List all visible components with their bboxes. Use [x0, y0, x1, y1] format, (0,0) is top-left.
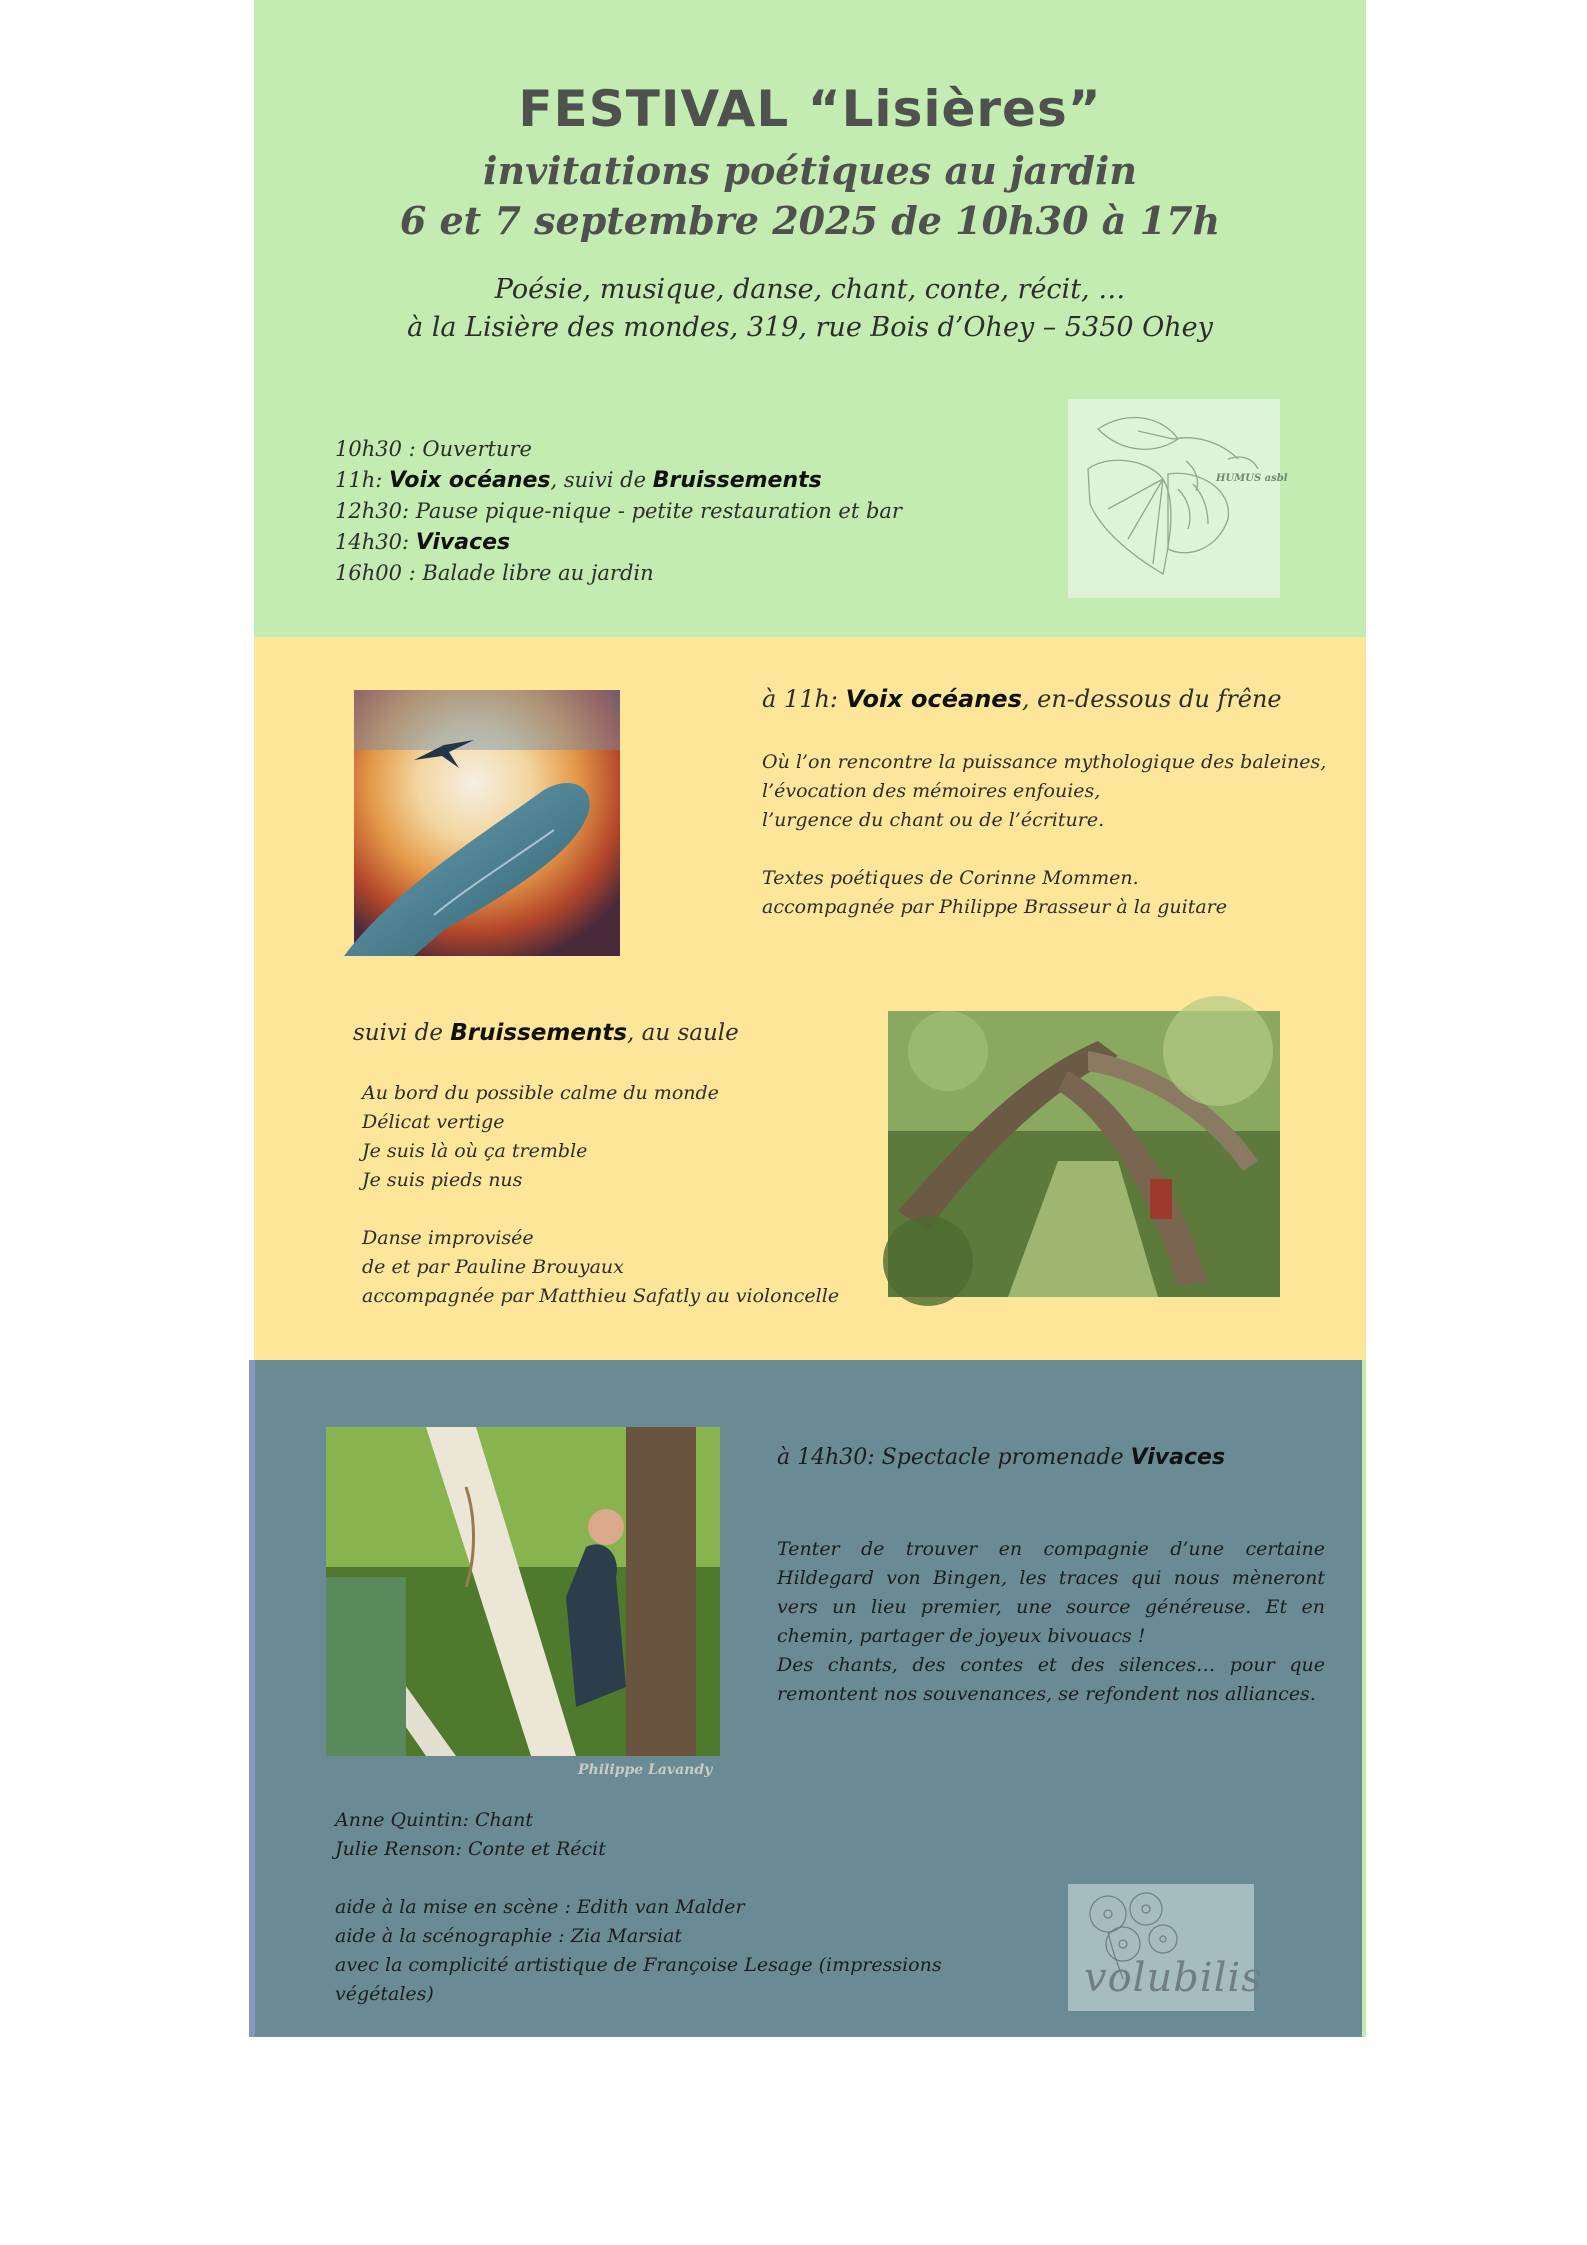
text-line: l’urgence du chant ou de l’écriture. — [762, 809, 1105, 831]
programme-item: 11h: Voix océanes, suivi de Bruissements — [335, 468, 822, 493]
programme-item: 16h00 : Balade libre au jardin — [335, 561, 654, 585]
text-line: Danse improvisée — [362, 1227, 534, 1249]
festival-dates: 6 et 7 septembre 2025 de 10h30 à 17h — [399, 198, 1221, 243]
section-edge — [1362, 1360, 1366, 2037]
programme-item: 14h30: Vivaces — [335, 530, 511, 555]
text-line: accompagnée par Philippe Brasseur à la guitare — [762, 896, 1228, 918]
cast-line: Anne Quintin: Chant — [335, 1809, 533, 1831]
text-line: Délicat vertige — [362, 1111, 505, 1133]
vivaces-heading: à 14h30: Spectacle promenade Vivaces — [777, 1445, 1226, 1470]
festival-subtitle: invitations poétiques au jardin — [483, 148, 1137, 193]
cast-list — [335, 1806, 606, 1864]
willow-arch-photo — [888, 1011, 1280, 1297]
text-line: Je suis là où ça tremble — [362, 1140, 588, 1162]
photo-credit: Philippe Lavandy — [578, 1762, 713, 1778]
svg-text:HUMUS asbl: HUMUS asbl — [1216, 473, 1288, 484]
festival-title: FESTIVAL “Lisières” — [518, 80, 1102, 138]
crew-line: aide à la scénographie : Zia Marsiat — [335, 1925, 683, 1947]
text-line: l’évocation des mémoires enfouies, — [762, 780, 1101, 802]
section-edge — [249, 1360, 255, 2037]
text-line: Textes poétiques de Corinne Mommen. — [762, 867, 1139, 889]
spacer — [362, 1195, 839, 1224]
vivaces-description — [777, 1535, 1325, 1709]
cast-line: Julie Renson: Conte et Récit — [335, 1838, 606, 1860]
festival-arts: Poésie, musique, danse, chant, conte, récit, … — [494, 274, 1126, 305]
paragraph: Tenter de trouver en compagnie d’une certaine Hildegard von Bingen, les traces qui nous mèneront vers un lieu premier, une source généreuse. Et en chemin, partager de joyeux bivouacs ! — [777, 1538, 1325, 1647]
leaf-illustration-icon — [1068, 399, 1288, 598]
crew-list — [335, 1893, 955, 2009]
crew-line: aide à la mise en scène : Edith van Malder — [335, 1896, 745, 1918]
whale-painting-image — [354, 690, 620, 956]
voix-heading: à 11h: Voix océanes, en-dessous du frêne — [762, 685, 1282, 713]
paragraph: Des chants, des contes et des silences… pour que remontent nos souvenances, se refondent nos alliances. — [777, 1654, 1325, 1705]
performance-photo — [326, 1427, 720, 1756]
festival-location: à la Lisière des mondes, 319, rue Bois d’Ohey – 5350 Ohey — [407, 312, 1213, 343]
voix-description — [762, 748, 1326, 922]
text-line: de et par Pauline Brouyaux — [362, 1256, 624, 1278]
text-line: Où l’on rencontre la puissance mythologique des baleines, — [762, 751, 1327, 773]
text-line: accompagnée par Matthieu Safatly au violoncelle — [362, 1285, 840, 1307]
bruissements-heading: suivi de Bruissements, au saule — [353, 1020, 739, 1046]
humus-logo — [1068, 399, 1288, 598]
crew-line: avec la complicité artistique de Françoise Lesage (impressions végétales) — [335, 1954, 942, 2005]
text-line: Au bord du possible calme du monde — [362, 1082, 719, 1104]
volubilis-wordmark: volubilis — [1084, 1955, 1263, 2001]
text-line: Je suis pieds nus — [362, 1169, 523, 1191]
programme-list — [335, 434, 902, 589]
bruissements-description — [362, 1079, 839, 1311]
programme-item: 10h30 : Ouverture — [335, 437, 532, 461]
programme-item: 12h30: Pause pique-nique - petite restauration et bar — [335, 499, 902, 523]
spacer — [762, 835, 1326, 864]
